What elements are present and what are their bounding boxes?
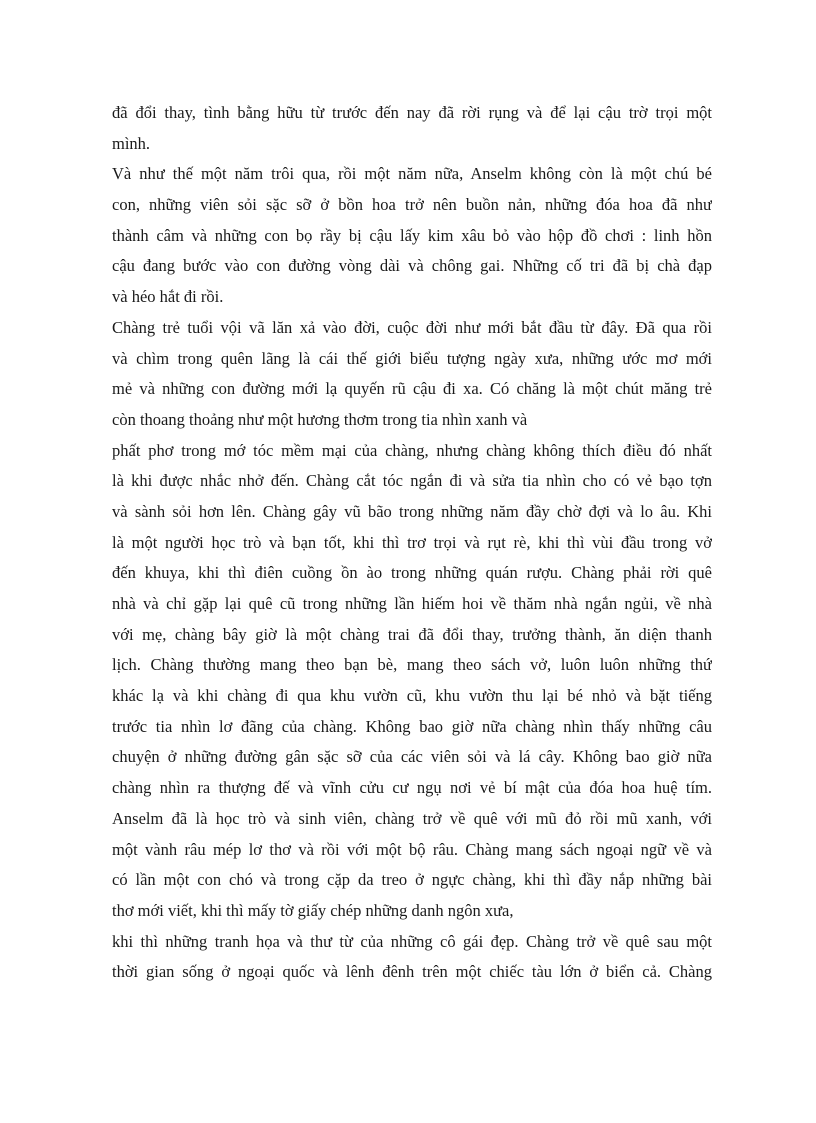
text-line: lịch. Chàng thường mang theo bạn bè, mang theo sách vở, luôn luôn những thứ bbox=[112, 655, 712, 675]
text-line: thơ mới viết, khi thì mấy tờ giấy chép những danh ngôn xưa, bbox=[112, 900, 514, 920]
text-line: chàng nhìn ra thượng đế và vĩnh cửu cư ngụ nơi vẻ bí mật của đóa hoa huệ tím. bbox=[112, 778, 712, 798]
text-line: thời gian sống ở ngoại quốc và lênh đênh trên một chiếc tàu lớn ở biển cả. Chàng bbox=[112, 962, 712, 982]
text-line: Và như thế một năm trôi qua, rồi một năm nữa, Anselm không còn là một chú bé bbox=[112, 164, 712, 184]
text-line: Anselm đã là học trò và sinh viên, chàng trở về quê với mũ đỏ rồi mũ xanh, với bbox=[112, 808, 712, 828]
text-line: khác lạ và khi chàng đi qua khu vườn cũ, khu vườn thu lại bé nhỏ và bặt tiếng bbox=[112, 686, 712, 706]
text-line: cậu đang bước vào con đường vòng dài và chông gai. Những cố tri đã bị chà đạp bbox=[112, 256, 712, 276]
text-line: đã đổi thay, tình bằng hữu từ trước đến nay đã rời rụng và để lại cậu trờ trọi một bbox=[112, 103, 712, 122]
text-line: mẻ và những con đường mới lạ quyến rũ cậu đi xa. Có chăng là một chút măng trẻ bbox=[112, 379, 712, 399]
text-line: là khi được nhắc nhở đến. Chàng cắt tóc ngắn đi và sửa tia nhìn cho có vẻ bạo tợn bbox=[112, 471, 712, 491]
text-line: mình. bbox=[112, 133, 151, 153]
text-line: nhà và chỉ gặp lại quê cũ trong những lần hiếm hoi về thăm nhà ngắn ngủi, về nhà bbox=[112, 594, 712, 613]
text-line: là một người học trò và bạn tốt, khi thì trơ trọi và rụt rè, khi thì vùi đầu trong vở bbox=[112, 532, 712, 552]
text-line: thành câm và những con bọ rầy bị cậu lấy kim xâu bỏ vào hộp đồ chơi : linh hồn bbox=[112, 225, 712, 245]
text-line: khi thì những tranh họa và thư từ của những cô gái đẹp. Chàng trở về quê sau một bbox=[112, 931, 712, 951]
text-line: chuyện ở những đường gân sặc sỡ của các viên sỏi và lá cây. Không bao giờ nữa bbox=[112, 747, 712, 767]
text-line: có lần một con chó và trong cặp da treo ở ngực chàng, khi thì đầy nắp những bài bbox=[112, 870, 712, 890]
text-line: một vành râu mép lơ thơ và rồi với một bộ râu. Chàng mang sách ngoại ngữ về và bbox=[112, 839, 712, 859]
text-line: con, những viên sỏi sặc sỡ ở bồn hoa trở nên buồn nản, những đóa hoa đã như bbox=[112, 195, 712, 215]
text-line: phất phơ trong mớ tóc mềm mại của chàng, nhưng chàng không thích điều đó nhất bbox=[112, 440, 712, 460]
text-line: và héo hắt đi rồi. bbox=[112, 287, 224, 307]
text-line: đến khuya, khi thì điên cuồng ồn ào trong những quán rượu. Chàng phải rời quê bbox=[112, 563, 712, 583]
text-line: với mẹ, chàng bây giờ là một chàng trai đã đổi thay, trưởng thành, ăn diện thanh bbox=[112, 624, 712, 644]
body-text bbox=[112, 98, 712, 988]
text-line: trước tia nhìn lơ đãng của chàng. Không bao giờ nữa chàng nhìn thấy những câu bbox=[112, 716, 712, 736]
text-line: và sành sỏi hơn lên. Chàng gây vũ bão trong những năm đầy chờ đợi và lo âu. Khi bbox=[112, 501, 712, 521]
text-line: và chìm trong quên lãng là cái thế giới biểu tượng ngày xưa, những ước mơ mới bbox=[112, 348, 712, 368]
text-line: còn thoang thoảng như một hương thơm trong tia nhìn xanh và bbox=[112, 409, 528, 429]
text-line: Chàng trẻ tuổi vội vã lăn xả vào đời, cuộc đời như mới bắt đầu từ đây. Đã qua rồi bbox=[112, 317, 712, 337]
